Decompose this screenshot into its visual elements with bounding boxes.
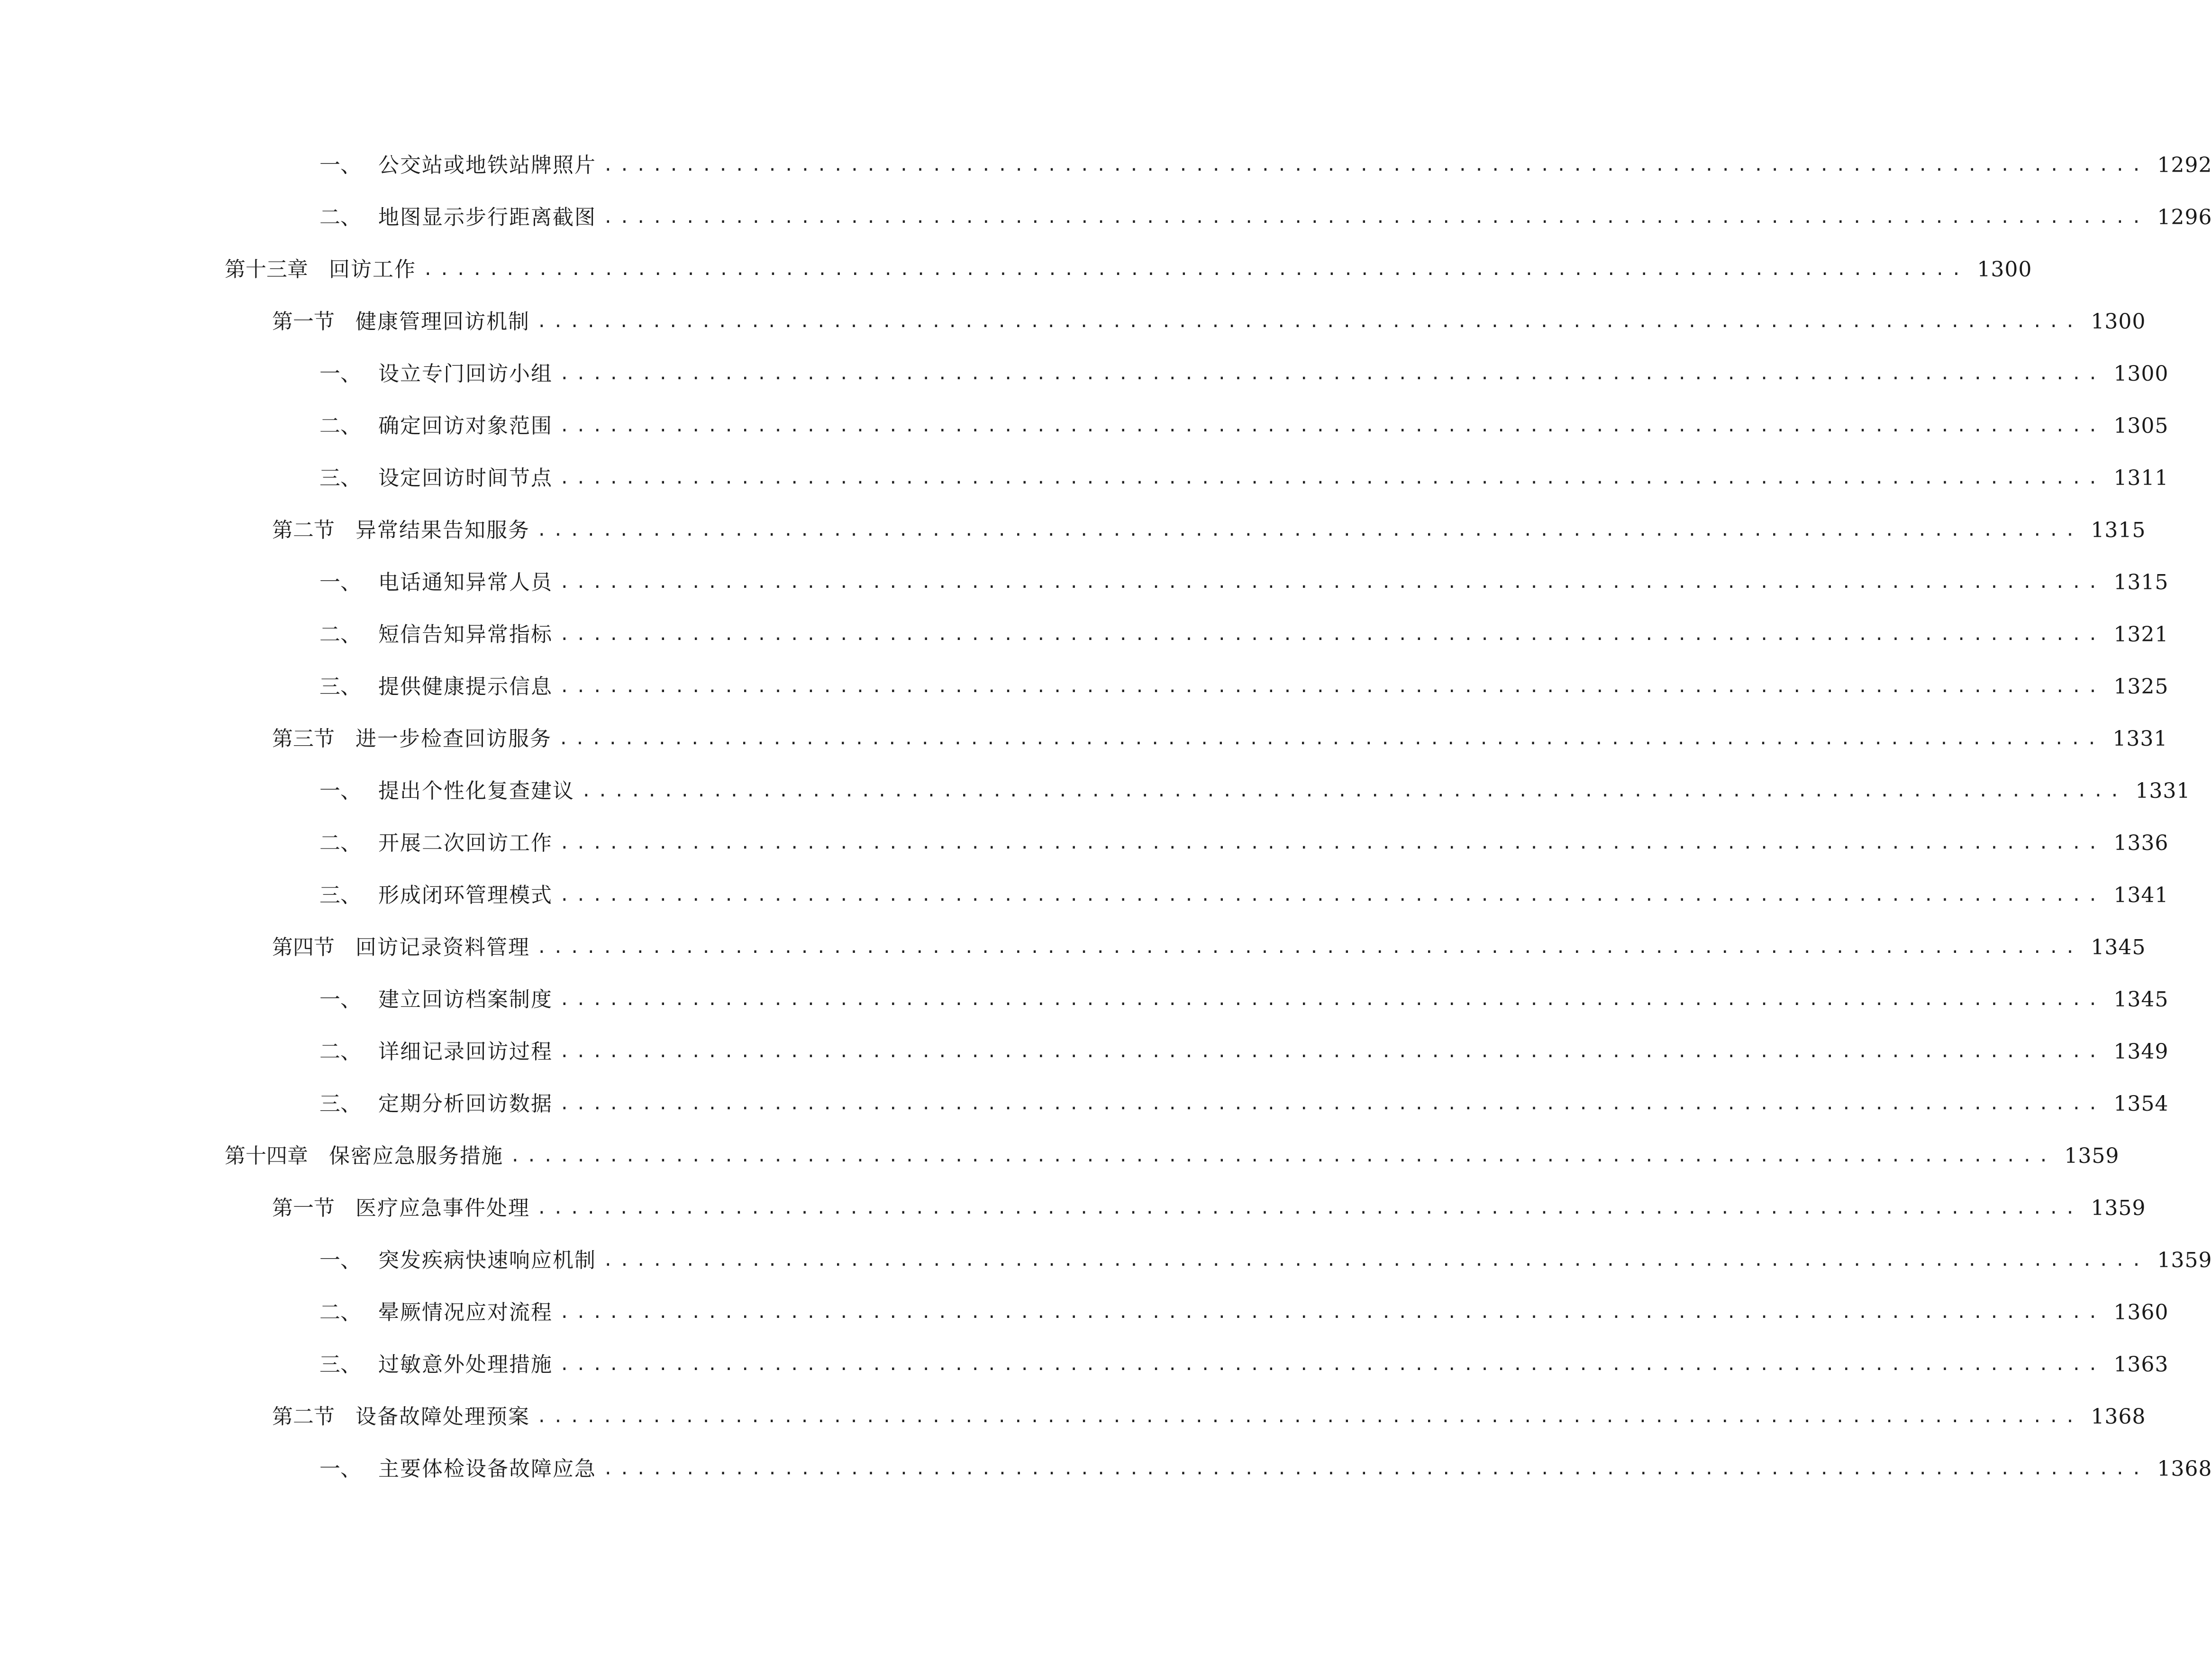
toc-entry-title: 建立回访档案制度	[378, 987, 553, 1012]
toc-entry[interactable]	[0, 1085, 2169, 1123]
toc-entry-title: 设定回访时间节点	[378, 466, 553, 490]
toc-entry-title: 设立专门回访小组	[378, 362, 553, 386]
toc-leader-dots: ..............................................................................................	[603, 1459, 2148, 1479]
toc-entry[interactable]	[0, 772, 2191, 810]
toc-entry-number: 二、	[319, 414, 361, 438]
toc-entry-page: 1311	[2113, 466, 2169, 490]
toc-entry-title: 公交站或地铁站牌照片	[378, 153, 596, 177]
toc-entry-page: 1341	[2113, 883, 2169, 907]
toc-entry-page: 1360	[2113, 1300, 2169, 1325]
toc-leader-dots: ..............................................................................................	[603, 1251, 2148, 1270]
toc-leader-dots: ..............................................................................................	[537, 521, 2082, 540]
toc-leader-dots: ..............................................................................................	[537, 1198, 2082, 1218]
toc-entry-page: 1336	[2113, 831, 2169, 855]
toc-entry-number: 第二节	[272, 1405, 335, 1429]
toc-entry-page: 1300	[2113, 362, 2169, 386]
toc-leader-dots: ..............................................................................................	[423, 260, 1968, 279]
toc-entry[interactable]	[0, 303, 2146, 341]
toc-entry[interactable]	[0, 1294, 2169, 1332]
toc-entry[interactable]	[0, 720, 2168, 758]
toc-entry-page: 1315	[2091, 518, 2146, 542]
toc-leader-dots: ..............................................................................................	[559, 833, 2104, 853]
toc-entry[interactable]	[0, 512, 2146, 549]
toc-entry[interactable]	[0, 1189, 2146, 1227]
toc-entry-number: 一、	[319, 1457, 361, 1481]
toc-entry-title: 定期分析回访数据	[378, 1092, 553, 1116]
toc-entry-title: 地图显示步行距离截图	[378, 205, 596, 229]
toc-leader-dots: ..............................................................................................	[559, 1042, 2104, 1061]
toc-entry-page: 1331	[2135, 779, 2191, 803]
toc-entry[interactable]	[0, 877, 2169, 914]
toc-entry-title: 电话通知异常人员	[378, 570, 553, 594]
toc-leader-dots: ..............................................................................................	[603, 155, 2148, 175]
toc-entry-page: 1300	[2091, 310, 2146, 334]
toc-entry-number: 第一节	[272, 1196, 335, 1220]
toc-leader-dots: ..............................................................................................	[559, 677, 2104, 696]
toc-entry[interactable]	[0, 616, 2169, 654]
toc-entry-page: 1368	[2157, 1457, 2212, 1481]
toc-entry-title: 回访工作	[329, 257, 416, 282]
toc-entry-title: 提出个性化复查建议	[378, 779, 574, 803]
toc-entry-number: 一、	[319, 1248, 361, 1272]
toc-entry-page: 1359	[2064, 1144, 2120, 1168]
toc-entry-title: 突发疾病快速响应机制	[378, 1248, 596, 1272]
toc-entry-title: 过敏意外处理措施	[378, 1352, 553, 1377]
toc-entry-page: 1331	[2112, 727, 2168, 751]
toc-entry[interactable]	[0, 251, 2032, 289]
toc-entry-page: 1296	[2157, 205, 2212, 229]
toc-entry-title: 回访记录资料管理	[355, 935, 530, 959]
toc-leader-dots: ..............................................................................................	[559, 468, 2104, 488]
toc-entry-page: 1363	[2113, 1352, 2169, 1377]
toc-entry-number: 一、	[319, 153, 361, 177]
toc-leader-dots: ..............................................................................................	[559, 886, 2104, 905]
toc-entry-number: 三、	[319, 1352, 361, 1377]
toc-entry-number: 三、	[319, 1092, 361, 1116]
toc-entry-number: 一、	[319, 987, 361, 1012]
toc-entry-title: 设备故障处理预案	[355, 1405, 530, 1429]
toc-leader-dots: ..............................................................................................	[559, 573, 2104, 592]
toc-entry-page: 1292	[2157, 153, 2212, 177]
toc-entry[interactable]	[0, 981, 2169, 1019]
toc-entry-page: 1354	[2113, 1092, 2169, 1116]
toc-leader-dots: ..............................................................................................	[559, 1355, 2104, 1374]
toc-leader-dots: ..............................................................................................	[559, 990, 2104, 1009]
toc-entry-page: 1359	[2091, 1196, 2146, 1220]
toc-entry-title: 保密应急服务措施	[329, 1144, 503, 1168]
toc-entry-number: 一、	[319, 570, 361, 594]
toc-entry[interactable]	[0, 824, 2169, 862]
toc-leader-dots: ..............................................................................................	[559, 625, 2104, 644]
toc-entry-number: 二、	[319, 205, 361, 229]
toc-leader-dots: ..............................................................................................	[559, 1303, 2104, 1322]
toc-entry-title: 开展二次回访工作	[378, 831, 553, 855]
toc-entry-title: 晕厥情况应对流程	[378, 1300, 553, 1325]
toc-entry-page: 1349	[2113, 1040, 2169, 1064]
toc-entry[interactable]	[0, 1242, 2212, 1279]
toc-leader-dots: ..............................................................................................	[581, 781, 2126, 801]
toc-entry-number: 一、	[319, 362, 361, 386]
toc-entry-number: 第三节	[272, 727, 335, 751]
toc-leader-dots: ..............................................................................................	[537, 938, 2082, 957]
toc-entry-number: 二、	[319, 1300, 361, 1325]
toc-entry-number: 第二节	[272, 518, 335, 542]
toc-entry[interactable]	[0, 1450, 2212, 1488]
toc-entry-page: 1305	[2113, 414, 2169, 438]
toc-entry-number: 第四节	[272, 935, 335, 959]
toc-entry[interactable]	[0, 1137, 2120, 1175]
toc-entry-page: 1359	[2157, 1248, 2212, 1272]
toc-entry-title: 进一步检查回访服务	[355, 727, 552, 751]
toc-entry-page: 1321	[2113, 622, 2169, 647]
toc-entry-number: 二、	[319, 831, 361, 855]
toc-entry-title: 主要体检设备故障应急	[378, 1457, 596, 1481]
toc-entry[interactable]	[0, 1033, 2169, 1071]
toc-entry-number: 一、	[319, 779, 361, 803]
toc-entry[interactable]	[0, 1398, 2146, 1436]
toc-entry-page: 1300	[1977, 257, 2032, 282]
toc-entry[interactable]	[0, 929, 2146, 967]
toc-entry[interactable]	[0, 1346, 2169, 1384]
toc-entry-number: 三、	[319, 675, 361, 699]
toc-leader-dots: ..............................................................................................	[559, 364, 2104, 384]
toc-entry-title: 医疗应急事件处理	[355, 1196, 530, 1220]
toc-leader-dots: ..............................................................................................	[537, 312, 2082, 331]
toc-entry-title: 提供健康提示信息	[378, 675, 553, 699]
toc-entry-number: 二、	[319, 622, 361, 647]
toc-entry[interactable]	[0, 668, 2169, 706]
toc-leader-dots: ..............................................................................................	[559, 416, 2104, 436]
toc-entry-title: 健康管理回访机制	[355, 310, 530, 334]
toc-entry-page: 1315	[2113, 570, 2169, 594]
toc-entry-number: 第十四章	[225, 1144, 308, 1168]
toc-entry-number: 二、	[319, 1040, 361, 1064]
toc-entry-title: 确定回访对象范围	[378, 414, 553, 438]
toc-leader-dots: ..............................................................................................	[537, 1407, 2082, 1426]
toc-entry-page: 1325	[2113, 675, 2169, 699]
toc-entry[interactable]	[0, 564, 2169, 602]
toc-entry-number: 三、	[319, 466, 361, 490]
toc-entry[interactable]	[0, 459, 2169, 497]
toc-entry-page: 1368	[2091, 1405, 2146, 1429]
toc-entry[interactable]	[0, 146, 2212, 184]
toc-entry-title: 详细记录回访过程	[378, 1040, 553, 1064]
toc-entry[interactable]	[0, 407, 2169, 445]
toc-entry-number: 第一节	[272, 310, 335, 334]
toc-entry-title: 异常结果告知服务	[355, 518, 530, 542]
toc-entry-page: 1345	[2091, 935, 2146, 959]
toc-entry[interactable]	[0, 199, 2212, 237]
toc-leader-dots: ..............................................................................................	[559, 1094, 2104, 1114]
toc-entry[interactable]	[0, 355, 2169, 393]
toc-leader-dots: ..............................................................................................	[510, 1146, 2055, 1166]
toc-entry-page: 1345	[2113, 987, 2169, 1012]
toc-entry-title: 形成闭环管理模式	[378, 883, 553, 907]
toc-entry-number: 三、	[319, 883, 361, 907]
toc-entry-title: 短信告知异常指标	[378, 622, 553, 647]
toc-leader-dots: ..............................................................................................	[603, 208, 2148, 227]
toc-leader-dots: ..............................................................................................	[558, 729, 2103, 749]
toc-entry-number: 第十三章	[225, 257, 308, 282]
